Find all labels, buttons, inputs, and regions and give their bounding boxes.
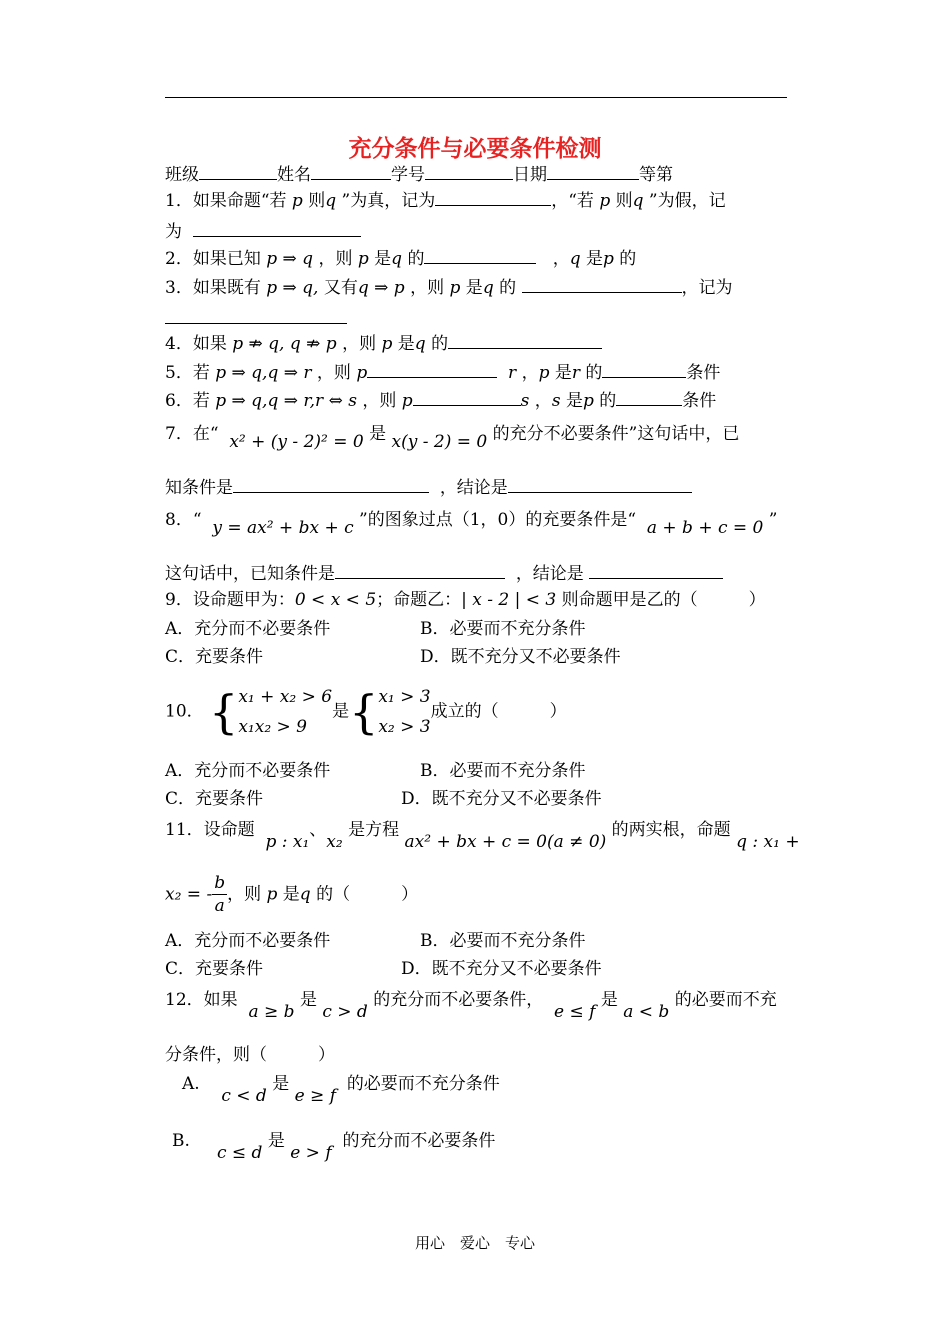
q10-number: 10． bbox=[165, 701, 204, 722]
student-info-row bbox=[165, 162, 673, 187]
q2-q2: q bbox=[569, 249, 581, 269]
q3-blank-1[interactable] bbox=[522, 275, 682, 293]
q10-text-c: 成立的（ ） bbox=[430, 701, 567, 722]
q7-math-2: x(y - 2) = 0 bbox=[391, 432, 488, 452]
q1-p: p bbox=[291, 191, 303, 211]
q3-math-1: p ⇒ q, bbox=[266, 278, 319, 298]
q6-text-c: ， bbox=[529, 391, 552, 411]
q2-text-b: ，则 bbox=[313, 249, 358, 269]
q9-option-d[interactable]: D．既不充分又不必要条件 bbox=[420, 647, 621, 667]
question-3-cont bbox=[165, 306, 347, 331]
q5-p2: p bbox=[538, 363, 550, 383]
q11-math-2: x₂ bbox=[326, 832, 343, 852]
q10-option-b[interactable]: B．必要而不充分条件 bbox=[420, 761, 586, 781]
q3-blank-2[interactable] bbox=[165, 306, 347, 324]
q2-blank[interactable] bbox=[424, 246, 536, 264]
q6-blank-1[interactable] bbox=[413, 388, 521, 406]
q9-text-c: 则命题甲是乙的（ ） bbox=[556, 590, 766, 610]
q11-fraction-numerator: b bbox=[214, 873, 226, 893]
id-blank[interactable] bbox=[425, 162, 513, 180]
q12-option-b-math-1: c ≤ d bbox=[216, 1143, 263, 1163]
q4-text-c: 是 bbox=[392, 334, 415, 354]
q11-text-b: 、 bbox=[309, 820, 327, 840]
question-1 bbox=[165, 188, 726, 213]
q3-p: p bbox=[449, 278, 461, 298]
question-8 bbox=[165, 508, 778, 538]
q2-p: p bbox=[357, 249, 369, 269]
q5-text-b: ，则 bbox=[311, 363, 357, 383]
question-6 bbox=[165, 388, 716, 413]
q12-text-c: 的充分而不必要条件， bbox=[367, 990, 544, 1010]
q5-r: r bbox=[508, 363, 517, 383]
q5-text-e: 的 bbox=[580, 363, 603, 383]
q5-r2: r bbox=[571, 363, 581, 383]
q12-option-a-text: 是 bbox=[272, 1074, 290, 1094]
q11-fraction bbox=[212, 872, 227, 917]
grade-label: 等第 bbox=[639, 165, 673, 185]
q12-option-a-math-2: e ≥ f bbox=[294, 1086, 336, 1106]
q6-text-b: ，则 bbox=[356, 391, 402, 411]
q10-option-d[interactable]: D．既不充分又不必要条件 bbox=[401, 789, 602, 809]
q12-option-b-desc: 的充分而不必要条件 bbox=[342, 1131, 496, 1151]
q9-math-1: 0 < x < 5 bbox=[294, 590, 377, 610]
question-7 bbox=[165, 422, 740, 452]
q12-text-e: 的必要而不充 bbox=[669, 990, 777, 1010]
q6-p2: p bbox=[582, 391, 594, 411]
q7-blank-2[interactable] bbox=[508, 475, 692, 493]
name-blank[interactable] bbox=[311, 162, 391, 180]
q2-math: p ⇒ q bbox=[266, 249, 314, 269]
q2-text-f: 是 bbox=[580, 249, 603, 269]
q8-math-1: y = ax² + bx + c bbox=[212, 518, 354, 538]
q11-p: p bbox=[266, 884, 278, 905]
q12-option-b-math-2: e > f bbox=[290, 1143, 332, 1163]
q6-text-a: 6．若 bbox=[165, 391, 216, 411]
q8-text-d: 这句话中，已知条件是 bbox=[165, 564, 335, 584]
q6-text-f: 条件 bbox=[682, 391, 717, 411]
q1-q2: q bbox=[632, 191, 644, 211]
q12-text-a: 12．如果 bbox=[165, 990, 238, 1010]
name-label: 姓名 bbox=[277, 165, 311, 185]
q2-text-d: 的 bbox=[402, 249, 425, 269]
q10-option-a[interactable]: A．充分而不必要条件 bbox=[165, 761, 331, 781]
question-9 bbox=[165, 588, 766, 612]
question-2 bbox=[165, 246, 636, 271]
q7-text-b: 是 bbox=[363, 424, 392, 444]
q11-options-row-2 bbox=[165, 957, 602, 981]
q8-text-b: ”的图象过点（1，0）的充要条件是“ bbox=[353, 510, 637, 530]
q5-blank-2[interactable] bbox=[602, 360, 686, 378]
q7-text-c: 的充分不必要条件”这句话中，已 bbox=[487, 424, 740, 444]
q2-q: q bbox=[391, 249, 403, 269]
q3-q: q bbox=[482, 278, 494, 298]
q9-option-b[interactable]: B．必要而不充分条件 bbox=[420, 619, 586, 639]
q12-math-2: c > d bbox=[322, 1002, 368, 1022]
q11-text-f: 是 bbox=[277, 884, 300, 905]
q6-text-e: 的 bbox=[593, 391, 617, 411]
q11-options-row-1 bbox=[165, 929, 586, 953]
q6-text-d: 是 bbox=[560, 391, 583, 411]
q5-p: p bbox=[356, 363, 368, 383]
q6-blank-2[interactable] bbox=[616, 388, 682, 406]
q7-text-e: ，结论是 bbox=[439, 478, 508, 498]
q11-fraction-denominator: a bbox=[214, 896, 225, 916]
question-11 bbox=[165, 818, 800, 852]
q12-math-3: e ≤ f bbox=[554, 1002, 596, 1022]
q11-option-a[interactable]: A．充分而不必要条件 bbox=[165, 931, 331, 951]
q10-option-c[interactable]: C．充要条件 bbox=[165, 789, 264, 809]
q5-text-d: 是 bbox=[549, 363, 572, 383]
q1-p2: p bbox=[599, 191, 611, 211]
page-footer: 用心 爱心 专心 bbox=[414, 1234, 535, 1252]
q3-math-2: q ⇒ p bbox=[357, 278, 405, 298]
q12-option-a[interactable] bbox=[182, 1072, 500, 1106]
q2-text-e: ， bbox=[552, 249, 570, 269]
q11-text-g: 的（ ） bbox=[310, 884, 419, 905]
q8-math-2: a + b + c = 0 bbox=[646, 518, 764, 538]
question-8-cont bbox=[165, 561, 723, 586]
q1-text-f: ”为假，记 bbox=[643, 191, 726, 211]
q12-option-b-text: 是 bbox=[267, 1131, 285, 1151]
q10-eq-1: x₁ + x₂ > 6 bbox=[238, 687, 333, 707]
q7-text-d: 知条件是 bbox=[165, 478, 233, 498]
q7-math-1: x² + (y - 2)² = 0 bbox=[229, 432, 364, 452]
q11-math-3: ax² + bx + c = 0(a ≠ 0) bbox=[404, 832, 607, 852]
question-3 bbox=[165, 275, 733, 300]
question-12 bbox=[165, 988, 777, 1022]
q10-system-2 bbox=[378, 682, 430, 742]
q5-blank-1[interactable] bbox=[367, 360, 497, 378]
q12-option-b[interactable] bbox=[172, 1129, 496, 1163]
q11-text-e: ，则 bbox=[227, 884, 267, 905]
q6-math: p ⇒ q,q ⇒ r,r ⇔ s bbox=[215, 391, 357, 411]
q4-blank[interactable] bbox=[448, 331, 602, 349]
q4-text-d: 的 bbox=[425, 334, 449, 354]
q5-text-a: 5．若 bbox=[165, 363, 216, 383]
q8-blank-1[interactable] bbox=[335, 561, 505, 579]
q5-text-c: ， bbox=[516, 363, 539, 383]
q4-text-a: 4．如果 bbox=[165, 334, 233, 354]
q12-option-a-math-1: c < d bbox=[221, 1086, 267, 1106]
q1-text-g: 为 bbox=[165, 222, 182, 242]
q8-blank-2[interactable] bbox=[589, 561, 723, 579]
q12-text-d: 是 bbox=[600, 990, 618, 1010]
q3-text-e: 的 bbox=[493, 278, 517, 298]
q9-options-row-1 bbox=[165, 617, 586, 641]
q10-options-row-1 bbox=[165, 759, 586, 783]
question-7-cont bbox=[165, 475, 692, 500]
q2-p2: p bbox=[602, 249, 614, 269]
q4-q: q bbox=[414, 334, 426, 354]
q7-text-a: 7．在“ bbox=[165, 424, 219, 444]
q10-eq-4: x₂ > 3 bbox=[378, 717, 431, 737]
question-5 bbox=[165, 360, 720, 385]
q9-option-c[interactable]: C．充要条件 bbox=[165, 647, 264, 667]
q9-options-row-2 bbox=[165, 645, 621, 669]
q11-option-b[interactable]: B．必要而不充分条件 bbox=[420, 931, 586, 951]
q1-text-d: ，“若 bbox=[551, 191, 600, 211]
q9-text-b: ；命题乙： bbox=[376, 590, 462, 610]
q10-system-1 bbox=[238, 682, 332, 742]
q12-text-f: 分条件，则（ ） bbox=[165, 1045, 335, 1065]
q11-text-d: 的两实根，命题 bbox=[606, 820, 737, 840]
q3-text-d: 是 bbox=[460, 278, 483, 298]
q6-p: p bbox=[401, 391, 413, 411]
q4-p: p bbox=[381, 334, 393, 354]
q1-text-c: ”为真，记为 bbox=[336, 191, 436, 211]
q1-text-b: 则 bbox=[302, 191, 326, 211]
q10-options-row-2 bbox=[165, 787, 602, 811]
q2-text-a: 2．如果已知 bbox=[165, 249, 267, 269]
q10-brace-2: { bbox=[349, 685, 379, 739]
q11-q: q bbox=[299, 884, 311, 905]
q2-text-c: 是 bbox=[368, 249, 392, 269]
q11-math-1: p : x₁ bbox=[265, 832, 310, 852]
q11-math-4: q : x₁ + bbox=[736, 832, 800, 852]
q1-blank-1[interactable] bbox=[435, 188, 551, 206]
q11-text-a: 11．设命题 bbox=[165, 820, 255, 840]
q7-blank-1[interactable] bbox=[233, 475, 429, 493]
class-blank[interactable] bbox=[199, 162, 277, 180]
q10-brace-1: { bbox=[209, 685, 239, 739]
q12-math-1: a ≥ b bbox=[248, 1002, 295, 1022]
q11-text-c: 是方程 bbox=[342, 820, 405, 840]
q9-text-a: 9．设命题甲为： bbox=[165, 590, 295, 610]
q4-math: p ⇏ q, q ⇏ p bbox=[232, 334, 337, 354]
q3-text-f: ，记为 bbox=[681, 278, 733, 298]
q12-text-b: 是 bbox=[299, 990, 317, 1010]
q3-text-a: 3．如果既有 bbox=[165, 278, 267, 298]
question-1-cont bbox=[165, 219, 361, 244]
q12-option-a-desc: 的必要而不充分条件 bbox=[346, 1074, 500, 1094]
q8-text-e: ，结论是 bbox=[515, 564, 584, 584]
question-4 bbox=[165, 331, 602, 356]
q8-text-a: 8．“ bbox=[165, 510, 202, 530]
q2-text-g: 的 bbox=[613, 249, 637, 269]
q5-text-f: 条件 bbox=[686, 363, 721, 383]
id-label: 学号 bbox=[391, 165, 425, 185]
q1-text-a: 1．如果命题“若 bbox=[165, 191, 292, 211]
q9-option-a[interactable]: A．充分而不必要条件 bbox=[165, 619, 331, 639]
q12-option-b-label: B. bbox=[172, 1131, 190, 1151]
date-blank[interactable] bbox=[547, 162, 639, 180]
class-label: 班级 bbox=[165, 165, 199, 185]
q6-s2: s bbox=[551, 391, 561, 411]
q12-option-a-label: A. bbox=[182, 1074, 200, 1094]
q3-text-b: 又有 bbox=[318, 278, 358, 298]
q9-math-2: | x - 2 | < 3 bbox=[461, 590, 557, 610]
question-10 bbox=[165, 682, 567, 742]
date-label: 日期 bbox=[513, 165, 547, 185]
question-11-cont bbox=[165, 872, 418, 917]
q1-text-e: 则 bbox=[610, 191, 633, 211]
q5-math: p ⇒ q,q ⇒ r bbox=[215, 363, 312, 383]
q6-s: s bbox=[520, 391, 530, 411]
q8-text-c: ” bbox=[763, 510, 778, 530]
q11-math-5: x₂ = - bbox=[165, 884, 213, 905]
q4-text-b: ，则 bbox=[336, 334, 382, 354]
q11-option-d[interactable]: D．既不充分又不必要条件 bbox=[401, 959, 602, 979]
q3-text-c: ，则 bbox=[404, 278, 450, 298]
page-title: 充分条件与必要条件检测 bbox=[348, 136, 602, 162]
question-12-cont bbox=[165, 1043, 335, 1067]
q11-option-c[interactable]: C．充要条件 bbox=[165, 959, 264, 979]
q10-eq-2: x₁x₂ > 9 bbox=[238, 717, 308, 737]
q10-eq-3: x₁ > 3 bbox=[378, 687, 431, 707]
q12-math-4: a < b bbox=[623, 1002, 670, 1022]
q10-text-b: 是 bbox=[332, 701, 350, 722]
q1-q: q bbox=[325, 191, 337, 211]
q1-blank-2[interactable] bbox=[193, 219, 361, 237]
header-rule bbox=[165, 97, 787, 98]
